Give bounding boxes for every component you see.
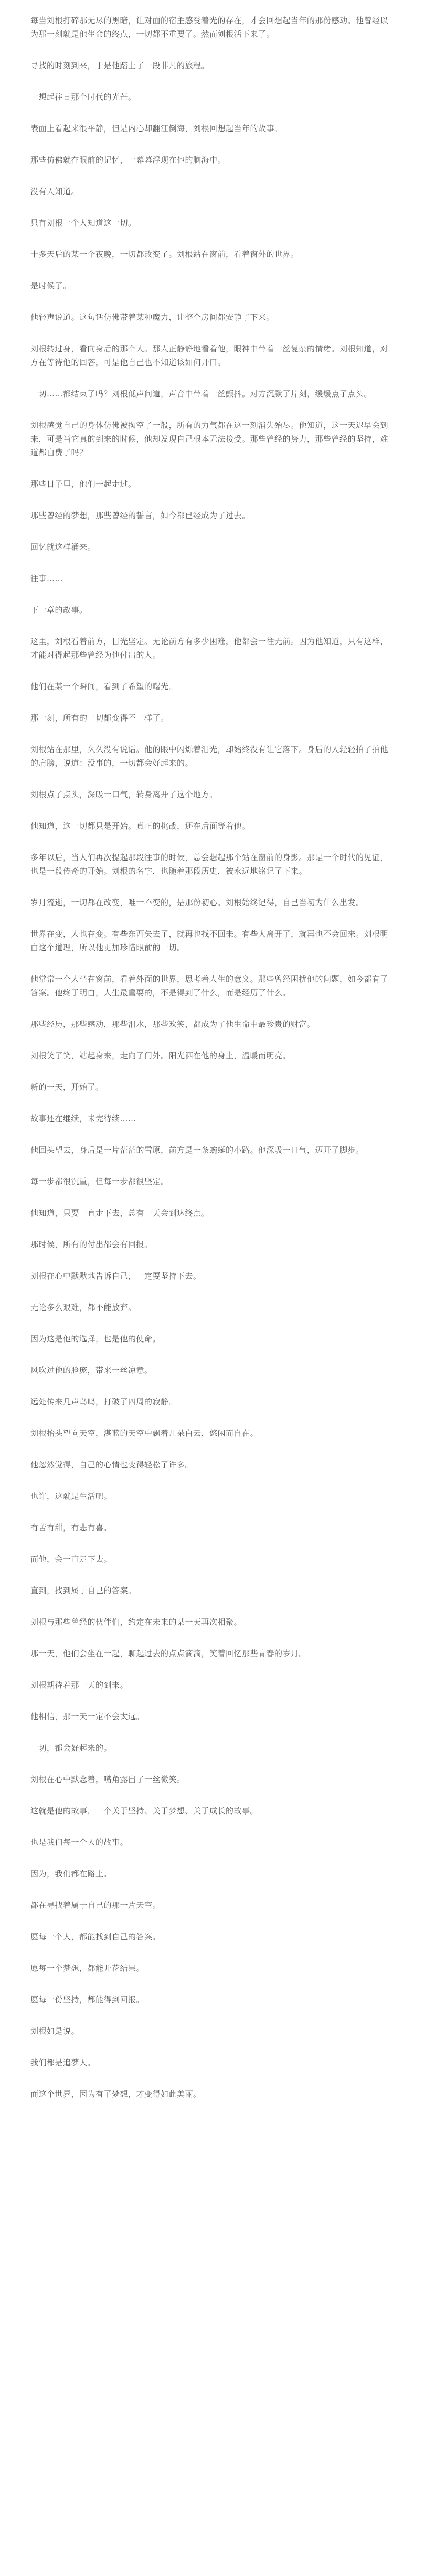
- article-paragraph: 没有人知道。: [30, 187, 80, 196]
- article-paragraph: 因为，我们都在路上。: [30, 1869, 112, 1879]
- article-paragraph: 那一天，他们会坐在一起，聊起过去的点点滴滴，笑着回忆那些青春的岁月。: [30, 1649, 307, 1658]
- article-paragraph: 刘根笑了笑，站起身来，走向了门外。阳光洒在他的身上，温暖而明亮。: [30, 1051, 291, 1060]
- article-paragraph: 愿每一个人，都能找到自己的答案。: [30, 1932, 161, 1941]
- article-paragraph: 刘根如是说。: [30, 2026, 80, 2036]
- article-paragraph: 回忆就这样涌来。: [30, 542, 96, 552]
- article-paragraph: 愿每一份坚持，都能得到回报。: [30, 1995, 145, 2004]
- article-paragraph: 刘根站在那里，久久没有说话。他的眼中闪烁着泪光，却始终没有让它落下。身后的人轻轻拍了拍他的肩膀，说道：没事的，一切都会好起来的。: [30, 745, 389, 768]
- article-paragraph: 十多天后的某一个夜晚，一切都改变了。刘根站在窗前，看着窗外的世界。: [30, 250, 299, 259]
- article-paragraph: 风吹过他的脸庞，带来一丝凉意。: [30, 1366, 153, 1375]
- article-paragraph: 他回头望去，身后是一片茫茫的雪原，前方是一条蜿蜒的小路。他深吸一口气，迈开了脚步。: [30, 1145, 364, 1155]
- article-paragraph: 那时候，所有的付出都会有回报。: [30, 1240, 153, 1249]
- article-paragraph: 每当刘根打碎那无尽的黑暗，让对面的宿主感受着光的存在，才会回想起当年的那份感动。他曾经以为那一刻就是他生命的终点，一切都不重要了。然而刘根活下来了。: [30, 16, 389, 39]
- article-paragraph: 刘根抬头望向天空，湛蓝的天空中飘着几朵白云，悠闲而自在。: [30, 1429, 259, 1438]
- article-paragraph: 表面上看起来很平静，但是内心却翻江倒海，刘根回想起当年的故事。: [30, 124, 283, 133]
- article-paragraph: 每一步都很沉重，但每一步都很坚定。: [30, 1177, 169, 1186]
- article-paragraph: 刘根期待着那一天的到来。: [30, 1680, 129, 1690]
- article-paragraph: 无论多么艰难，都不能放弃。: [30, 1303, 136, 1312]
- article-paragraph: 只有刘根一个人知道这一切。: [30, 218, 136, 228]
- article-paragraph: 刘根转过身，看向身后的那个人。那人正静静地看着他，眼神中带着一丝复杂的情绪。刘根知道，对方在等待他的回答，可是他自己也不知道该如何开口。: [30, 344, 389, 367]
- article-paragraph: 下一章的故事。: [30, 605, 88, 615]
- article-paragraph: 直到，找到属于自己的答案。: [30, 1586, 136, 1595]
- article-paragraph: 也是我们每一个人的故事。: [30, 1838, 129, 1847]
- article-paragraph: 也许，这就是生活吧。: [30, 1491, 112, 1501]
- article-paragraph: 刘根点了点头，深吸一口气，转身离开了这个地方。: [30, 790, 218, 799]
- article-paragraph: 而这个世界，因为有了梦想，才变得如此美丽。: [30, 2089, 201, 2099]
- article-paragraph: 一想起往日那个时代的光芒。: [30, 92, 136, 102]
- article-paragraph: 他知道，这一切都只是开始。真正的挑战，还在后面等着他。: [30, 821, 250, 831]
- article-paragraph: 他知道，只要一直走下去，总有一天会到达终点。: [30, 1208, 210, 1218]
- article-paragraph: 是时候了。: [30, 281, 71, 291]
- article-paragraph: 他相信，那一天一定不会太远。: [30, 1712, 145, 1721]
- article-paragraph: 刘根与那些曾经的伙伴们，约定在未来的某一天再次相聚。: [30, 1617, 242, 1627]
- article-paragraph: 而他，会一直走下去。: [30, 1554, 112, 1564]
- article-paragraph: 刘根在心中默默地告诉自己，一定要坚持下去。: [30, 1271, 201, 1281]
- article-paragraph: 他忽然觉得，自己的心情也变得轻松了许多。: [30, 1460, 194, 1469]
- article-paragraph: 远处传来几声鸟鸣，打破了四周的寂静。: [30, 1397, 177, 1407]
- article-paragraph: 那一刻，所有的一切都变得不一样了。: [30, 713, 169, 723]
- article-paragraph: 这里，刘根看着前方，目光坚定。无论前方有多少困难，他都会一往无前。因为他知道，只有这样，才能对得起那些曾经为他付出的人。: [30, 637, 389, 660]
- article-paragraph: 他们在某一个瞬间，看到了希望的曙光。: [30, 682, 177, 691]
- article-paragraph: 一切，都会好起来的。: [30, 1743, 112, 1753]
- article-paragraph: 因为这是他的选择，也是他的使命。: [30, 1334, 161, 1344]
- article-paragraph: 故事还在继续，未完待续……: [30, 1114, 136, 1123]
- article-paragraph: 有苦有甜，有悲有喜。: [30, 1523, 112, 1532]
- article-paragraph: 那些经历，那些感动，那些泪水，那些欢笑，都成为了他生命中最珍贵的财富。: [30, 1019, 315, 1029]
- article-paragraph: 刘根在心中默念着，嘴角露出了一丝微笑。: [30, 1775, 185, 1784]
- article-paragraph: 那些曾经的梦想，那些曾经的誓言，如今都已经成为了过去。: [30, 511, 250, 520]
- article-paragraph: 这就是他的故事，一个关于坚持、关于梦想、关于成长的故事。: [30, 1806, 259, 1816]
- article-paragraph: 一切……都结束了吗？刘根低声问道，声音中带着一丝颤抖。对方沉默了片刻，缓缓点了点头。: [30, 389, 373, 399]
- article-paragraph: 愿每一个梦想，都能开花结果。: [30, 1963, 145, 1973]
- article-paragraph: 往事……: [30, 574, 63, 583]
- article-paragraph: 我们都是追梦人。: [30, 2058, 96, 2067]
- article-paragraph: 寻找的时刻到来，于是他踏上了一段非凡的旅程。: [30, 61, 210, 70]
- article-paragraph: 多年以后，当人们再次提起那段往事的时候，总会想起那个站在窗前的身影。那是一个时代的见证，也是一段传奇的开始。刘根的名字，也随着那段历史，被永远地铭记了下来。: [30, 853, 389, 876]
- article-paragraph: 刘根感觉自己的身体仿佛被掏空了一般，所有的力气都在这一刻消失殆尽。他知道，这一天迟早会到来，可是当它真的到来的时候，他却发现自己根本无法接受。那些曾经的努力，那些曾经的坚持，难道都白费了吗？: [30, 421, 389, 457]
- article-paragraph: 那些日子里，他们一起走过。: [30, 479, 136, 489]
- article-paragraph: 他常常一个人坐在窗前，看着外面的世界，思考着人生的意义。那些曾经困扰他的问题，如今都有了答案。他终于明白，人生最重要的，不是得到了什么，而是经历了什么。: [30, 974, 389, 997]
- article-paragraph: 新的一天，开始了。: [30, 1082, 104, 1092]
- article-paragraph: 世界在变，人也在变。有些东西失去了，就再也找不回来。有些人离开了，就再也不会回来。刘根明白这个道理，所以他更加珍惜眼前的一切。: [30, 929, 389, 952]
- article-paragraph: 那些仿佛就在眼前的记忆，一幕幕浮现在他的脑海中。: [30, 155, 226, 165]
- article-paragraph: 岁月流逝，一切都在改变，唯一不变的，是那份初心。刘根始终记得，自己当初为什么出发。: [30, 898, 364, 907]
- article-paragraph: 都在寻找着属于自己的那一片天空。: [30, 1901, 161, 1910]
- article-paragraph: 他轻声说道。这句话仿佛带着某种魔力，让整个房间都安静了下来。: [30, 313, 275, 322]
